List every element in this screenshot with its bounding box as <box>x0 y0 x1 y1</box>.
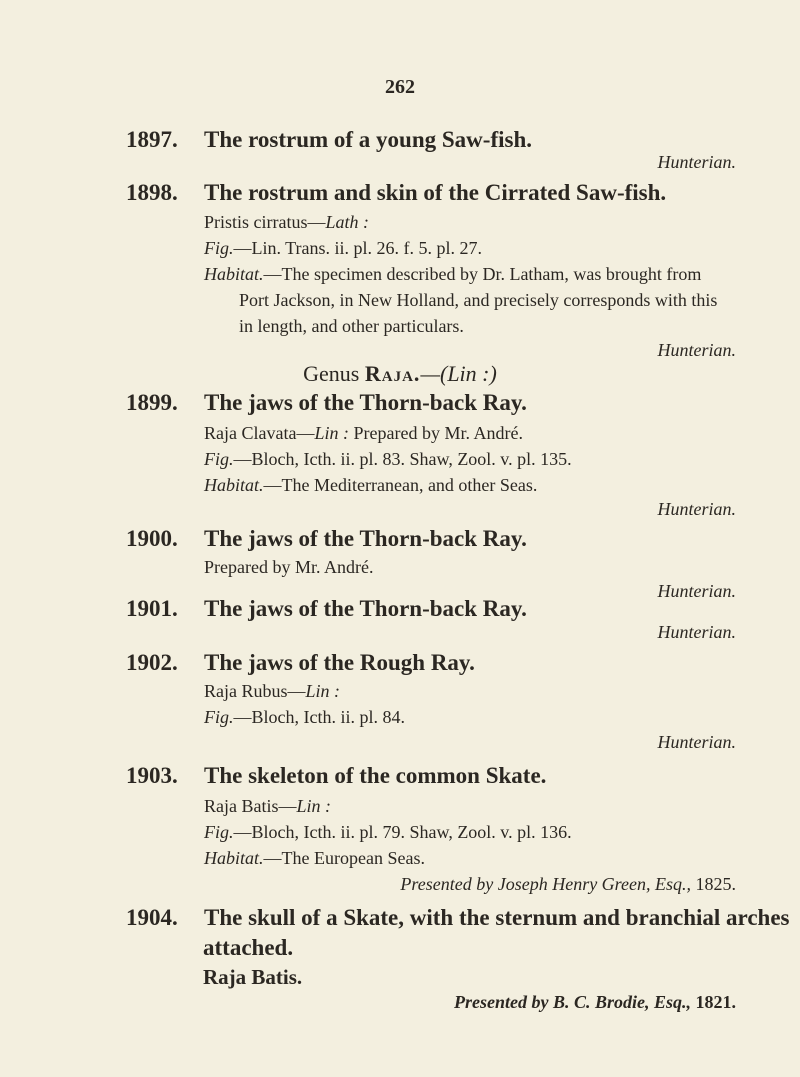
donor-credit: Presented by Joseph Henry Green, Esq., 1825. <box>400 874 736 894</box>
entry-title: The skull of a Skate, with the sternum and branchial arches <box>204 905 790 930</box>
species-line: Pristis cirratus—Lath : <box>204 212 370 232</box>
habitat-line-cont: Port Jackson, in New Holland, and precisely corresponds with this <box>239 290 718 310</box>
figure-reference: Fig.—Bloch, Icth. ii. pl. 79. Shaw, Zool. v. pl. 136. <box>204 822 572 842</box>
entry-title: The jaws of the Rough Ray. <box>204 650 475 675</box>
entry-title: The jaws of the Thorn-back Ray. <box>204 526 527 551</box>
entry-number: 1904. <box>126 905 178 930</box>
preparer-line: Prepared by Mr. André. <box>204 557 374 577</box>
species-line: Raja Rubus—Lin : <box>204 681 341 701</box>
collection-label: Hunterian. <box>657 152 736 172</box>
entry-number: 1902. <box>126 650 178 675</box>
entry-number: 1899. <box>126 390 178 415</box>
entry-title-cont: attached. <box>203 935 294 960</box>
entry-number: 1900. <box>126 526 178 551</box>
entry-title: The jaws of the Thorn-back Ray. <box>204 596 527 621</box>
species-line: Raja Batis—Lin : <box>204 796 332 816</box>
genus-heading: Genus Raja.—(Lin :) <box>303 361 497 386</box>
entry-number: 1903. <box>126 763 178 788</box>
page-number: 262 <box>385 76 415 98</box>
habitat-line: Habitat.—The Mediterranean, and other Seas. <box>204 475 538 495</box>
entry-title: The skeleton of the common Skate. <box>204 763 547 788</box>
entry-number: 1901. <box>126 596 178 621</box>
habitat-line-cont: in length, and other particulars. <box>239 316 464 336</box>
entry-number: 1897. <box>126 127 178 152</box>
figure-reference: Fig.—Bloch, Icth. ii. pl. 84. <box>204 707 405 727</box>
habitat-line: Habitat.—The specimen described by Dr. Latham, was brought from <box>204 264 702 284</box>
collection-label: Hunterian. <box>657 340 736 360</box>
habitat-line: Habitat.—The European Seas. <box>204 848 425 868</box>
species-line: Raja Batis. <box>203 965 303 989</box>
donor-credit: Presented by B. C. Brodie, Esq., 1821. <box>454 992 736 1012</box>
entry-title: The rostrum and skin of the Cirrated Saw-fish. <box>204 180 667 205</box>
figure-reference: Fig.—Bloch, Icth. ii. pl. 83. Shaw, Zool. v. pl. 135. <box>204 449 572 469</box>
entry-title: The rostrum of a young Saw-fish. <box>204 127 532 152</box>
entry-number: 1898. <box>126 180 178 205</box>
entry-title: The jaws of the Thorn-back Ray. <box>204 390 527 415</box>
collection-label: Hunterian. <box>657 622 736 642</box>
collection-label: Hunterian. <box>657 499 736 519</box>
collection-label: Hunterian. <box>657 581 736 601</box>
figure-reference: Fig.—Lin. Trans. ii. pl. 26. f. 5. pl. 27. <box>204 238 483 258</box>
collection-label: Hunterian. <box>657 732 736 752</box>
species-line: Raja Clavata—Lin : Prepared by Mr. André. <box>204 423 523 443</box>
